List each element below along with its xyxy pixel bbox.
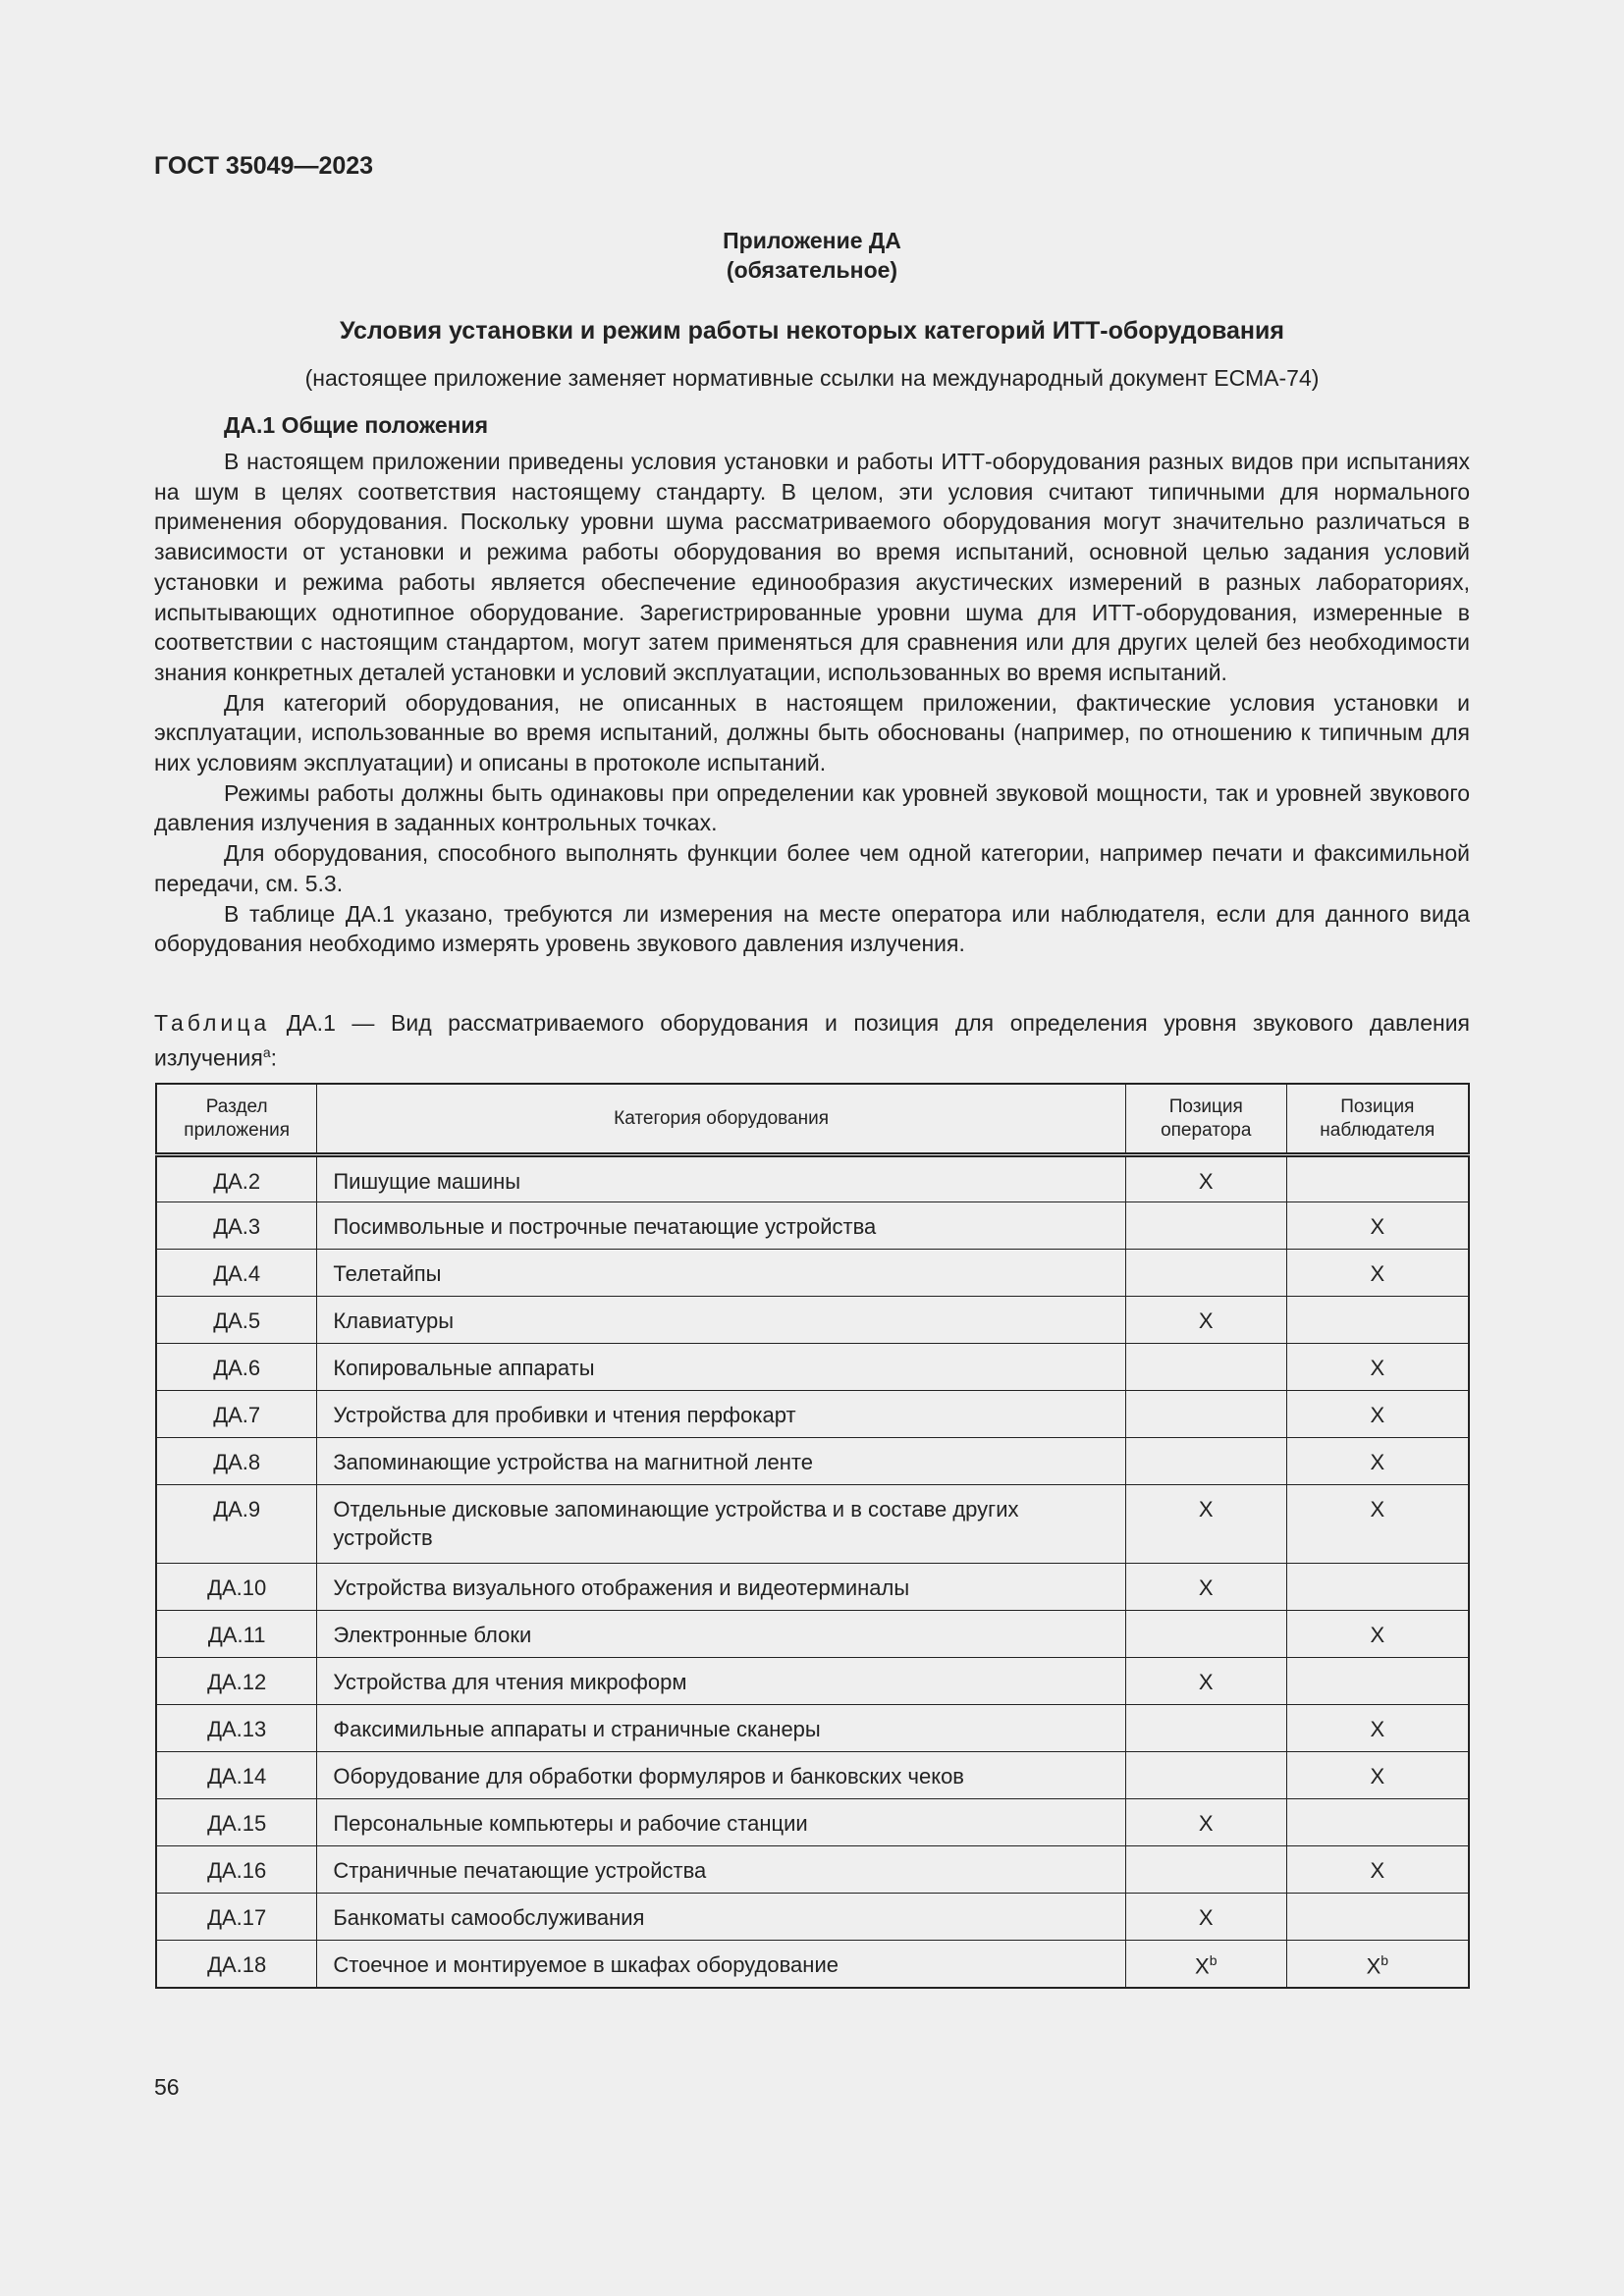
row-category-text: Персональные компьютеры и рабочие станции xyxy=(333,1811,808,1836)
table-row xyxy=(156,1344,1469,1391)
row-operator xyxy=(1125,1894,1286,1941)
row-operator-text: X xyxy=(1198,1905,1214,1930)
row-observer-text: X xyxy=(1370,1858,1385,1883)
row-category xyxy=(317,1391,1125,1438)
row-operator xyxy=(1125,1155,1286,1202)
table-caption-text: ДА.1 — Вид рассматриваемого оборудования и позиция для определения уровня звукового давления излучения xyxy=(154,1010,1471,1071)
row-section xyxy=(156,1344,317,1391)
row-category-text: Устройства для чтения микроформ xyxy=(333,1670,687,1694)
row-section xyxy=(156,1564,317,1611)
page-number: 56 xyxy=(154,2074,180,2100)
row-category-text: Запоминающие устройства на магнитной ленте xyxy=(333,1450,813,1474)
row-section xyxy=(156,1438,317,1485)
row-observer xyxy=(1286,1485,1469,1564)
row-operator xyxy=(1125,1438,1286,1485)
row-observer xyxy=(1286,1799,1469,1846)
row-section xyxy=(156,1941,317,1988)
row-observer xyxy=(1286,1297,1469,1344)
row-section-text: ДА.16 xyxy=(207,1858,267,1883)
row-operator-text: X xyxy=(1198,1497,1214,1522)
row-operator xyxy=(1125,1658,1286,1705)
row-category-text: Банкоматы самообслуживания xyxy=(333,1905,645,1930)
row-operator xyxy=(1125,1799,1286,1846)
table-row xyxy=(156,1438,1469,1485)
row-observer xyxy=(1286,1941,1469,1988)
row-category xyxy=(317,1752,1125,1799)
row-category-text: Устройства для пробивки и чтения перфокарт xyxy=(333,1403,796,1427)
table-row xyxy=(156,1611,1469,1658)
section-body xyxy=(154,447,1470,959)
row-observer-text: X xyxy=(1370,1497,1385,1522)
row-operator xyxy=(1125,1564,1286,1611)
row-category-text: Телетайпы xyxy=(333,1261,442,1286)
table-row xyxy=(156,1250,1469,1297)
row-category xyxy=(317,1564,1125,1611)
row-operator xyxy=(1125,1344,1286,1391)
header-observer: Позиция наблюдателя xyxy=(1286,1084,1469,1155)
appendix-status: (обязательное) xyxy=(726,257,898,283)
row-category xyxy=(317,1658,1125,1705)
row-section xyxy=(156,1846,317,1894)
footnote-mark: b xyxy=(1209,1952,1218,1968)
paragraph: В настоящем приложении приведены условия установки и работы ИТТ-оборудования разных видов при испытаниях на шум в целях соответствия настоящему стандарту. В целом, эти условия считают типичными для нормального применения оборудования. Поскольку уровни шума рассматриваемого оборудования могут значительно различаться в зависимости от установки и режима работы оборудования во время испытаний, основной целью задания условий установки и режима работы является обеспечение единообразия акустических измерений в разных лабораториях, испытывающих однотипное оборудование. Зарегистрированные уровни шума для ИТТ-оборудования, измеренные в соответствии с настоящим стандартом, могут затем применяться для сравнения или для других целей без необходимости знания конкретных деталей установки и условий эксплуатации, использованных во время испытаний. xyxy=(154,449,1470,685)
row-observer xyxy=(1286,1250,1469,1297)
row-category xyxy=(317,1297,1125,1344)
appendix-title-block xyxy=(154,226,1470,285)
row-section-text: ДА.17 xyxy=(207,1905,267,1930)
table-row xyxy=(156,1846,1469,1894)
row-section-text: ДА.6 xyxy=(213,1356,261,1380)
row-section xyxy=(156,1250,317,1297)
row-observer xyxy=(1286,1752,1469,1799)
document-code: ГОСТ 35049—2023 xyxy=(154,152,374,180)
table-row xyxy=(156,1941,1469,1988)
row-section-text: ДА.15 xyxy=(207,1811,267,1836)
row-section xyxy=(156,1705,317,1752)
section-title: ДА.1 Общие положения xyxy=(224,412,489,438)
row-category-text: Пишущие машины xyxy=(333,1169,521,1194)
row-section xyxy=(156,1658,317,1705)
row-operator xyxy=(1125,1485,1286,1564)
row-observer xyxy=(1286,1611,1469,1658)
row-observer-text: X xyxy=(1370,1261,1385,1286)
row-category xyxy=(317,1438,1125,1485)
row-observer xyxy=(1286,1391,1469,1438)
row-category xyxy=(317,1485,1125,1564)
row-section-text: ДА.12 xyxy=(207,1670,267,1694)
paragraph: В таблице ДА.1 указано, требуются ли измерения на месте оператора или наблюдателя, если для данного вида оборудования необходимо измерять уровень звукового давления излучения. xyxy=(154,900,1470,957)
row-observer xyxy=(1286,1344,1469,1391)
row-operator xyxy=(1125,1202,1286,1250)
row-section xyxy=(156,1894,317,1941)
row-observer xyxy=(1286,1155,1469,1202)
row-observer-text: X xyxy=(1370,1403,1385,1427)
row-observer-text: X xyxy=(1366,1953,1381,1979)
row-category xyxy=(317,1799,1125,1846)
row-section-text: ДА.11 xyxy=(207,1623,266,1647)
row-category-text: Устройства визуального отображения и видеотерминалы xyxy=(333,1575,910,1600)
row-operator xyxy=(1125,1752,1286,1799)
row-operator xyxy=(1125,1941,1286,1988)
row-observer xyxy=(1286,1658,1469,1705)
row-observer-text: X xyxy=(1370,1717,1385,1741)
row-category xyxy=(317,1846,1125,1894)
row-category-text: Посимвольные и построчные печатающие устройства xyxy=(333,1214,877,1239)
row-category-text: Факсимильные аппараты и страничные сканеры xyxy=(333,1717,821,1741)
row-observer xyxy=(1286,1705,1469,1752)
table-row xyxy=(156,1799,1469,1846)
row-observer xyxy=(1286,1846,1469,1894)
caption-colon: : xyxy=(270,1044,278,1071)
row-category-text: Электронные блоки xyxy=(333,1623,532,1647)
row-section xyxy=(156,1155,317,1202)
row-section-text: ДА.2 xyxy=(213,1169,261,1194)
table-row xyxy=(156,1202,1469,1250)
row-section-text: ДА.10 xyxy=(207,1575,267,1600)
row-section-text: ДА.14 xyxy=(207,1764,267,1789)
table-row xyxy=(156,1894,1469,1941)
table-row xyxy=(156,1752,1469,1799)
row-observer-text: X xyxy=(1370,1450,1385,1474)
row-section-text: ДА.3 xyxy=(213,1214,261,1239)
row-section xyxy=(156,1391,317,1438)
row-operator-text: X xyxy=(1198,1575,1214,1600)
row-observer-text: X xyxy=(1370,1356,1385,1380)
row-observer xyxy=(1286,1564,1469,1611)
row-category-text: Отдельные дисковые запоминающие устройства и в составе других устройств xyxy=(333,1497,1019,1550)
table-row xyxy=(156,1155,1469,1202)
row-section-text: ДА.13 xyxy=(207,1717,267,1741)
row-section xyxy=(156,1297,317,1344)
row-operator xyxy=(1125,1705,1286,1752)
row-category xyxy=(317,1344,1125,1391)
table-header-row xyxy=(156,1084,1469,1155)
row-observer-text: X xyxy=(1370,1764,1385,1789)
row-operator xyxy=(1125,1297,1286,1344)
row-observer-text: X xyxy=(1370,1623,1385,1647)
row-category xyxy=(317,1894,1125,1941)
table-row xyxy=(156,1564,1469,1611)
row-operator-text: X xyxy=(1198,1308,1214,1333)
row-operator xyxy=(1125,1250,1286,1297)
row-operator xyxy=(1125,1391,1286,1438)
row-category-text: Клавиатуры xyxy=(333,1308,455,1333)
row-section-text: ДА.5 xyxy=(213,1308,261,1333)
row-section-text: ДА.8 xyxy=(213,1450,261,1474)
row-section xyxy=(156,1202,317,1250)
table-row xyxy=(156,1485,1469,1564)
equipment-table xyxy=(155,1083,1470,1989)
row-observer xyxy=(1286,1438,1469,1485)
table-row xyxy=(156,1658,1469,1705)
row-category xyxy=(317,1705,1125,1752)
appendix-note: (настоящее приложение заменяет нормативные ссылки на международный документ ЕСМА-74) xyxy=(304,365,1320,391)
header-section: Раздел приложения xyxy=(156,1084,317,1155)
row-observer xyxy=(1286,1894,1469,1941)
row-operator-text: X xyxy=(1198,1811,1214,1836)
row-category-text: Страничные печатающие устройства xyxy=(333,1858,707,1883)
row-category-text: Копировальные аппараты xyxy=(333,1356,595,1380)
row-category xyxy=(317,1202,1125,1250)
row-operator xyxy=(1125,1611,1286,1658)
row-observer xyxy=(1286,1202,1469,1250)
footnote-mark: b xyxy=(1380,1952,1389,1968)
header-operator: Позиция оператора xyxy=(1125,1084,1286,1155)
footnote-mark: a xyxy=(262,1044,271,1060)
row-section-text: ДА.4 xyxy=(213,1261,261,1286)
row-category xyxy=(317,1155,1125,1202)
row-category-text: Стоечное и монтируемое в шкафах оборудование xyxy=(333,1952,839,1977)
row-section-text: ДА.18 xyxy=(207,1952,267,1977)
row-section xyxy=(156,1752,317,1799)
row-section-text: ДА.7 xyxy=(213,1403,261,1427)
row-category-text: Оборудование для обработки формуляров и банковских чеков xyxy=(333,1764,964,1789)
row-operator-text: X xyxy=(1198,1670,1214,1694)
row-observer-text: X xyxy=(1370,1214,1385,1239)
row-category xyxy=(317,1250,1125,1297)
paragraph: Для оборудования, способного выполнять функции более чем одной категории, например печати и факсимильной передачи, см. 5.3. xyxy=(154,840,1470,896)
row-operator-text: X xyxy=(1195,1953,1210,1979)
row-section xyxy=(156,1485,317,1564)
row-operator xyxy=(1125,1846,1286,1894)
appendix-title: Приложение ДА xyxy=(723,228,901,253)
table-row xyxy=(156,1705,1469,1752)
row-category xyxy=(317,1941,1125,1988)
appendix-heading: Условия установки и режим работы некоторых категорий ИТТ-оборудования xyxy=(340,317,1284,345)
row-section-text: ДА.9 xyxy=(213,1497,261,1522)
table-caption-label: Таблица xyxy=(154,1010,271,1036)
table-row xyxy=(156,1391,1469,1438)
row-section xyxy=(156,1799,317,1846)
header-category: Категория оборудования xyxy=(317,1084,1125,1155)
table-row xyxy=(156,1297,1469,1344)
row-section xyxy=(156,1611,317,1658)
paragraph: Для категорий оборудования, не описанных в настоящем приложении, фактические условия установки и эксплуатации, использованные во время испытаний, должны быть обоснованы (например, по отношению к типичным для них условиям эксплуатации) и описаны в протоколе испытаний. xyxy=(154,689,1470,776)
paragraph: Режимы работы должны быть одинаковы при определении как уровней звуковой мощности, так и уровней звукового давления излучения в заданных контрольных точках. xyxy=(154,779,1470,836)
row-operator-text: X xyxy=(1198,1169,1214,1194)
table-caption xyxy=(154,1008,1470,1073)
row-category xyxy=(317,1611,1125,1658)
